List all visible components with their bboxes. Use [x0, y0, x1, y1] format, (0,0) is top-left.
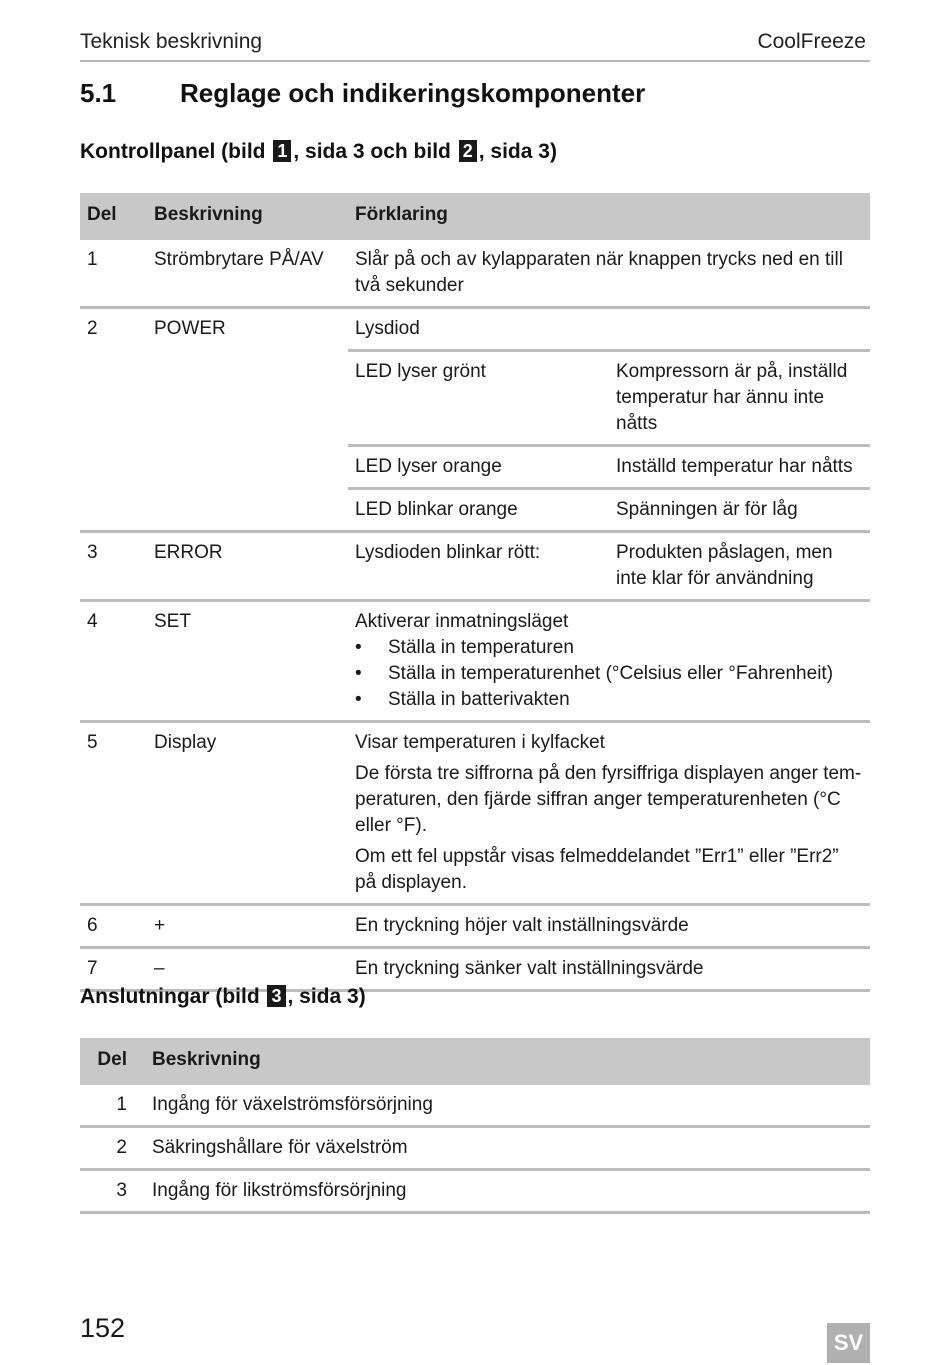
cell-expl: En tryckning sänker valt inställningsvärde: [348, 948, 870, 991]
cell-led-meaning: Kompressorn är på, inställd temperatur har ännu inte nåtts: [609, 351, 870, 446]
cell-del: 5: [80, 722, 147, 905]
figure-badge: 1: [273, 140, 291, 162]
cell-led-state: LED blinkar orange: [348, 489, 609, 532]
cell-desc: +: [147, 905, 348, 948]
cell-expl: [348, 722, 870, 905]
table-row: [80, 1127, 870, 1170]
cell-led-state: LED lyser grönt: [348, 351, 609, 446]
table-row: [80, 905, 870, 948]
header-doc-type: Teknisk beskrivning: [80, 30, 263, 53]
bullet-item: • Ställa in temperaturen: [355, 635, 863, 661]
cell-desc: Strömbrytare PÅ/AV: [147, 239, 348, 308]
cell-del: 2: [80, 1127, 145, 1170]
column-header: Förklaring: [348, 193, 870, 239]
cell-del: 3: [80, 1170, 145, 1213]
table-row: [80, 722, 870, 905]
figure-badge: 3: [267, 985, 285, 1007]
cell-desc: Säkringshållare för växelström: [145, 1127, 870, 1170]
control-panel-table: [80, 193, 870, 992]
cell-desc: ERROR: [147, 532, 348, 601]
table-row: [80, 308, 870, 351]
column-header: Del: [80, 193, 147, 239]
cell-desc: Display: [147, 722, 348, 905]
cell-desc: Ingång för växelströmsförsörjning: [145, 1084, 870, 1127]
cell-expl: Slår på och av kylapparaten när knappen trycks ned en till två sekunder: [348, 239, 870, 308]
cell-desc: POWER: [147, 308, 348, 532]
cell-del: 3: [80, 532, 147, 601]
cell-expl: En tryckning höjer valt inställningsvärde: [348, 905, 870, 948]
cell-del: 7: [80, 948, 147, 991]
bullet-item: • Ställa in batterivakten: [355, 687, 863, 713]
table-row: [80, 532, 870, 601]
expl-paragraph: Visar temperaturen i kylfacket: [355, 732, 605, 753]
section-title: [80, 78, 645, 109]
heading-text: Anslutningar (bild: [80, 985, 266, 1008]
cell-desc: SET: [147, 601, 348, 722]
section-title-text: Reglage och indikeringskomponenter: [180, 78, 646, 108]
section-number: 5.1: [80, 78, 117, 108]
cell-del: 4: [80, 601, 147, 722]
page-number: 152: [80, 1313, 126, 1343]
cell-led-meaning: Produkten påslagen, men inte klar för användning: [609, 532, 870, 601]
expl-text: Aktiverar inmatningsläget: [355, 611, 569, 632]
running-header: [80, 28, 870, 62]
cell-led-state: Lysdioden blinkar rött:: [348, 532, 609, 601]
column-header: Beskrivning: [145, 1038, 870, 1084]
cell-expl: Lysdiod: [348, 308, 870, 351]
connections-heading: [80, 985, 366, 1009]
cell-expl: [348, 601, 870, 722]
column-header: Del: [80, 1038, 145, 1084]
cell-del: 6: [80, 905, 147, 948]
cell-led-state: LED lyser orange: [348, 446, 609, 489]
cell-led-meaning: Inställd temperatur har nåtts: [609, 446, 870, 489]
cell-del: 2: [80, 308, 147, 532]
cell-led-meaning: Spänningen är för låg: [609, 489, 870, 532]
header-product: CoolFreeze: [757, 30, 866, 53]
bullet-list: [355, 635, 863, 713]
table-row: [80, 1084, 870, 1127]
control-panel-heading: [80, 140, 557, 164]
column-header: Beskrivning: [147, 193, 348, 239]
cell-desc: Ingång för likströmsförsörjning: [145, 1170, 870, 1213]
bullet-item: • Ställa in temperaturenhet (°Celsius eller °Fahrenheit): [355, 661, 863, 687]
cell-desc: –: [147, 948, 348, 991]
cell-del: 1: [80, 239, 147, 308]
table-header-row: [80, 1038, 870, 1084]
language-tab: SV: [827, 1323, 870, 1363]
connections-table: [80, 1038, 870, 1214]
cell-del: 1: [80, 1084, 145, 1127]
figure-badge: 2: [459, 140, 477, 162]
table-header-row: [80, 193, 870, 239]
table-row: [80, 239, 870, 308]
expl-paragraph: Om ett fel uppstår visas felmeddelandet ”Err1” eller ”Err2” på displayen.: [355, 846, 839, 893]
table-row: [80, 1170, 870, 1213]
heading-text: , sida 3): [287, 985, 366, 1008]
heading-text: Kontrollpanel (bild: [80, 140, 272, 163]
expl-paragraph: De första tre siffrorna på den fyrsiffriga displayen anger tem-peraturen, den fjärde siffran anger temperaturenheten (°C eller °F).: [355, 763, 862, 836]
heading-text: , sida 3): [478, 140, 557, 163]
table-row: [80, 601, 870, 722]
heading-text: , sida 3 och bild: [293, 140, 457, 163]
